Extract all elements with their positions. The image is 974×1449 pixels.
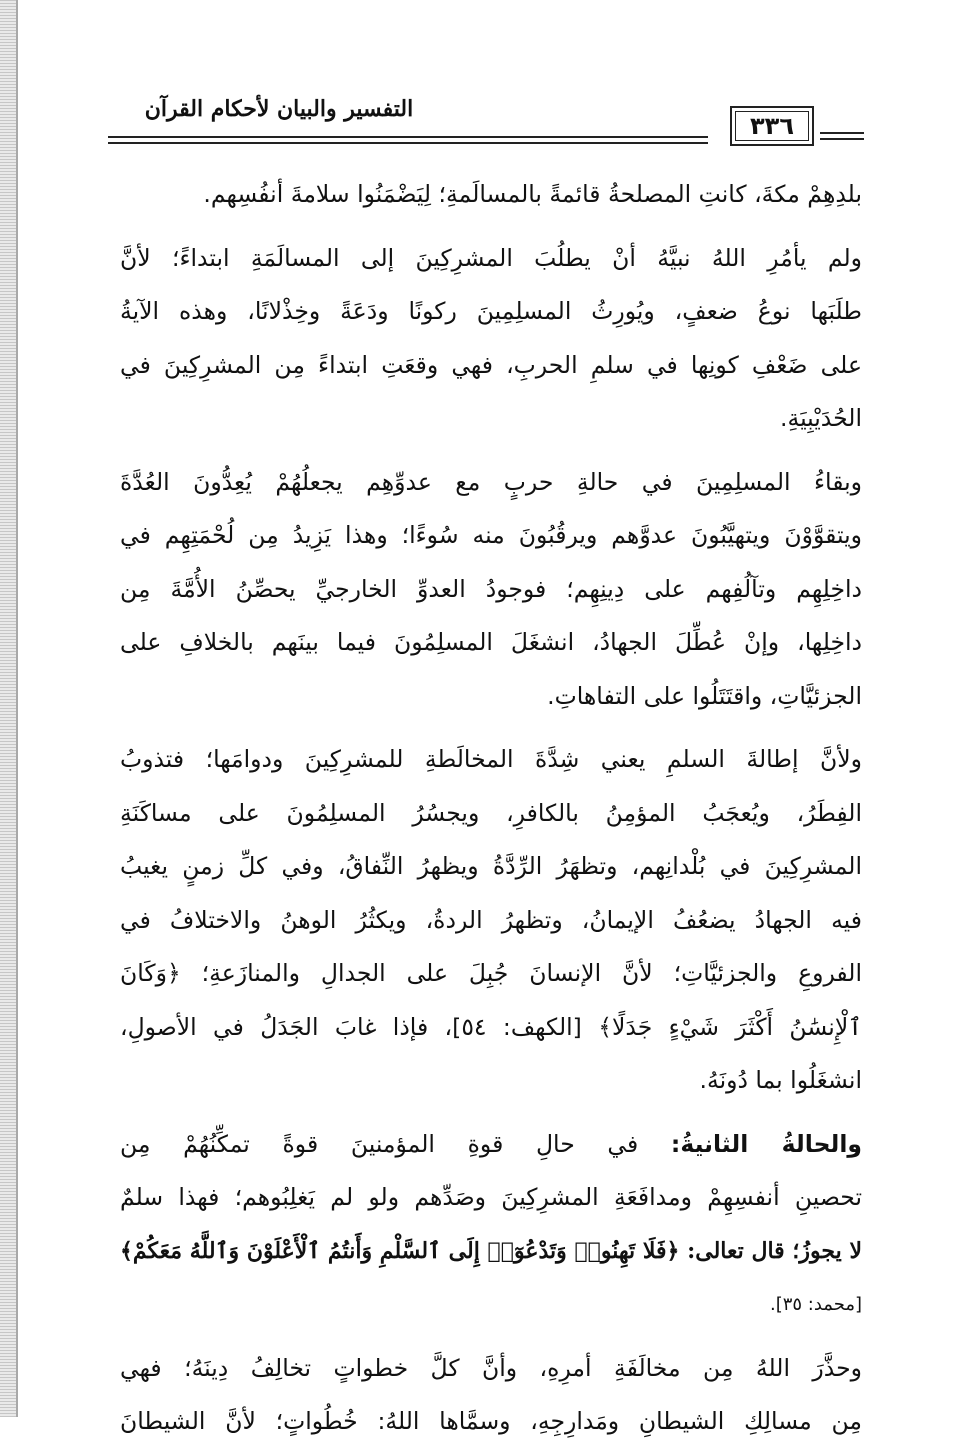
text-line: على ضَعْفِ كونِها في سلمِ الحربِ، فهي وقعَتِ ابتداءً مِن المشرِكِينَ في [120,350,862,379]
paragraph [120,733,862,1108]
paragraph [120,168,862,222]
paragraph [120,1118,862,1332]
quran-verse-line: لا يجوزُ؛ قال تعالى: ﴿فَلَا تَهِنُوا۟ وَتَدْعُوٓا۟ إِلَى ٱلسَّلْمِ وَأَنتُمُ ٱلْأَعْلَوْنَ وَٱللَّهُ مَعَكُمْ﴾ [120,1237,862,1264]
text-line: ٱلْإِنسَٰنُ أَكْثَرَ شَيْءٍ جَدَلًا﴾ [الكهف: ٥٤]، فإذا غابَ الجَدَلُ في الأصولِ، [120,1012,862,1041]
text-line: وحذَّرَ اللهُ مِن مخالَفَةِ أمرِهِ، وأنَّ كلَّ خطواتٍ تخالِفُ دِينَهُ؛ فهي [120,1353,862,1382]
text-line: طلَبَها نوعُ ضعفٍ، ويُورِثُ المسلِمِينَ ركونًا ودَعَةً وخِذْلانًا، وهذه الآيةُ [120,297,862,325]
header-rule [108,136,708,138]
text-line: المشرِكِينَ في بُلْدانِهم، وتظهَرُ الرِّدَّةُ ويظهرُ النِّفاقُ، وفي كلِّ زمنٍ يغيبُ [120,852,862,880]
text-line: ولأنَّ إطالةَ السلمِ يعني شِدَّةَ المخالَطةِ للمشرِكِينَ ودوامَها؛ فتذوبُ [120,745,862,773]
text-line: داخِلِهِم وتآلُفِهم على دِينِهِم؛ فوجودُ العدوِّ الخارجيِّ يحصِّنُ الأُمَّةَ مِن [120,574,862,603]
text-line: الفِطَرُ، ويُعجَبُ المؤمِنُ بالكافرِ، ويجسُرُ المسلِمُونَ على مساكَنَةِ [120,798,862,827]
scan-edge [0,0,18,1417]
text-line [120,1118,862,1172]
text-line: مِن مسالِكِ الشيطانِ ومَدارِجِهِ، وسمَّاها اللهُ: خُطُواتٍ؛ لأنَّ الشيطانَ [120,1407,862,1435]
header-rule [820,138,864,140]
header-rule [820,132,864,134]
page-number: ٣٣٦ [750,112,794,140]
running-title: التفسير والبيان لأحكام القرآن [144,96,414,122]
text-line: انشغَلُوا بما دُونَهُ. [699,1066,862,1094]
text-fragment: في حالِ قوةِ المؤمنينَ قوةً تمكِّنُهُمْ مِن [120,1129,671,1158]
text-line: ويتقوَّوْنَ ويتهيَّبُونَ عدوَّهم ويرقُبُونَ منه سُوءًا؛ وهذا يَزِيدُ مِن لُحْمَتِهِم في [120,521,862,549]
paragraph [120,456,862,724]
text-line: ولم يأمُرِ اللهُ نبيَّهُ أنْ يطلُبَ المشرِكِينَ إلى المسالَمَةِ ابتداءً؛ لأنَّ [120,243,862,272]
text-line: بلدِهِمْ مكةَ، كانتِ المصلحةُ قائمةً بالمسالَمةِ؛ لِيَضْمَنُوا سلامةَ أنفُسِهم. [203,180,862,208]
citation-line: [محمد: ٣٥]. [769,1294,862,1315]
text-line: تحصينِ أنفسِهِمْ ومدافَعَةِ المشرِكِينَ وصَدِّهم ولو لم يَغلِبُوهم؛ فهذا سلمٌ [120,1183,862,1211]
paragraph [120,232,862,446]
paragraph [120,1342,862,1449]
text-line: داخِلِها، وإنْ عُطِّلَ الجهادُ، انشغَلَ المسلِمُونَ فيما بينَهم بالخلافِ على [120,628,862,656]
text-line: الفروعِ والجزئيَّاتِ؛ لأنَّ الإنسانَ جُبِلَ على الجدالِ والمنازَعةِ؛ ﴿وَكَانَ [120,959,862,987]
section-lead: والحالةُ الثانيةُ: [670,1129,862,1158]
text-line: وبقاءُ المسلِمِينَ في حالةِ حربٍ مع عدوِّهِم يجعلُهُمْ يُعِدُّونَ العُدَّةَ [120,467,862,496]
page-body [120,168,862,1449]
text-line: الجزئيَّاتِ، واقتَتَلُوا على التفاهاتِ. [547,681,862,710]
page-number-box [730,106,814,146]
page-header [108,96,864,154]
header-rule [108,142,708,144]
text-line: الحُدَيْبِيَةِ. [780,404,862,432]
text-line: فيه الجهادُ يضعُفُ الإيمانُ، وتظهرُ الردةُ، ويكثُرُ الوهنُ والاختلافُ في [120,905,862,934]
